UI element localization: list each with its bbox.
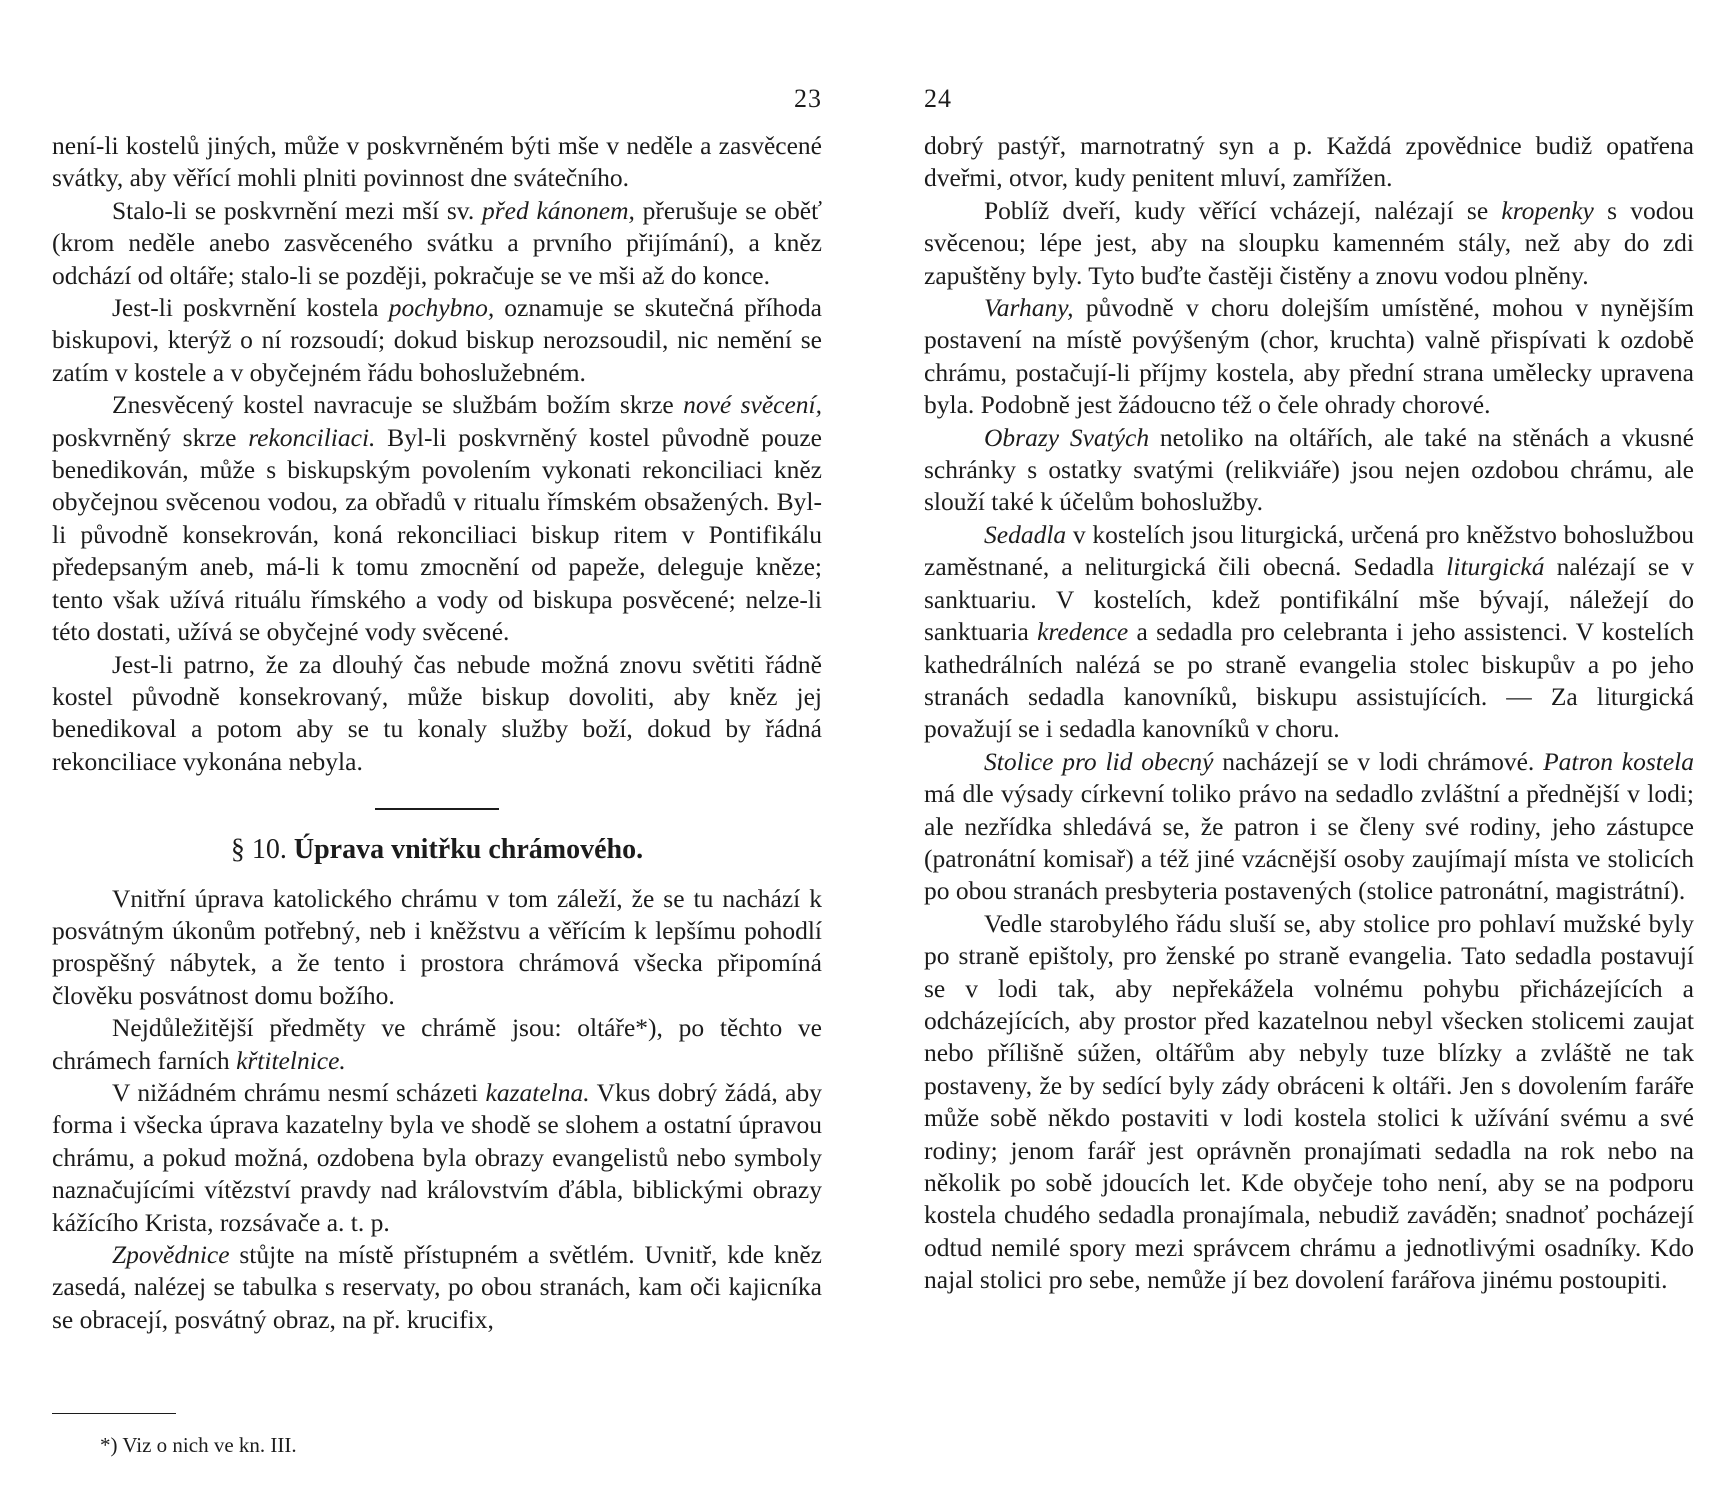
text-run: má dle výsady církevní toliko právo na sedadlo zvláštní a přednější v lodi; ale nezřídka shledává se, že patron i se členy své rodiny, jeho zástupce (patronátní komisař) a též jiné vzácnější osoby zaujímají místa ve stolicích po obou stranách presbyteria postavených (stolice patronátní, magistrátní).: [924, 779, 1694, 906]
section-title: Úprava vnitřku chrámového.: [293, 834, 644, 866]
italic-term: kropenky: [1501, 195, 1594, 225]
paragraph: Vedle starobylého řádu sluší se, aby stolice pro pohlaví mužské byly po straně epištoly, pro ženské po straně evangelia. Tato sedadla postavují se v lodi tak, aby nepřekážela volnému pohybu přicházejících a odcházejících, aby prostor před kazatelnou nebyl všecken stolicemi zaujat nebo přílišně súžen, oltářům aby nebyly tuze blízky a zvláště ne tak postaveny, že by sedící byly zády obráceni k oltáři. Jen s dovolením faráře může sobě někdo postaviti v lodi kostela stolici k užívání svému a své rodiny; jenom farář jest oprávněn pronajímati sedadla na rok nebo na několik po sobě jdoucích let. Kde obyčeje toho není, aby se na podporu kostela chudého sedadla pronajímala, nebudiž zaváděn; snadnoť pocházejí odtud nemilé spory mezi správcem chrámu a jednotlivými osadníky. Kdo najal stolici pro sebe, nemůže jí bez dovolení farářova jinému postoupiti.: [924, 908, 1694, 1295]
italic-term: kazatelna.: [485, 1077, 590, 1107]
italic-term: Obrazy Svatých: [984, 422, 1150, 452]
text-run: netoliko na oltářích, ale také na stěnách a vkusné schránky s ostatky svatými (relikviáře) jsou nejen ozdobou chrámu, ale slouží také k účelům bohoslužby.: [924, 422, 1694, 517]
text-run: Nejdůležitější předměty ve chrámě jsou: oltáře*), po těchto ve chrámech farních: [52, 1013, 822, 1075]
italic-term: Varhany,: [984, 293, 1074, 323]
italic-term: pochybno,: [388, 293, 495, 323]
paragraph: [52, 1239, 822, 1336]
text-run: Vkus dobrý žádá, aby forma i všecka úprava kazatelny byla ve shodě se slohem a ostatní úpravou chrámu, a pokud možná, ozdobena byla obrazy evangelistů nebo symboly naznačujícími vítězství pravdy nad královstvím ďábla, biblickými obrazy kážícího Krista, rozsávače a. t. p.: [52, 1077, 822, 1237]
text-run: původně v choru dolejším umístěné, mohou v nynějším postavení na místě povýšeným (chor, kruchta) valně přispívati k ozdobě chrámu, postačují-li příjmy kostela, aby přední strana umělecky upravena byla. Podobně jest žádoucno též o čele ohrady chorové.: [924, 293, 1694, 420]
italic-term: nové svěcení,: [683, 390, 822, 420]
text-run: nalézají se v sanktuariu. V kostelích, kdež pontifikální mše bývají, náležejí do sanktuaria: [924, 552, 1694, 647]
italic-term: před kánonem,: [481, 195, 635, 225]
italic-term: křtitelnice.: [236, 1045, 346, 1075]
paragraph: dobrý pastýř, marnotratný syn a p. Každá zpovědnice budiž opatřena dveřmi, otvor, kudy penitent mluví, zamřížen.: [924, 131, 1694, 193]
footnote-divider: [52, 1413, 176, 1414]
paragraph: [52, 1077, 822, 1239]
page-number: 23: [794, 84, 822, 113]
paragraph: [924, 422, 1694, 519]
page-body: [52, 130, 822, 1336]
italic-term: kredence: [1037, 617, 1129, 647]
paragraph: [924, 292, 1694, 422]
italic-term: liturgická: [1446, 552, 1545, 582]
text-run: oznamuje se skutečná příhoda biskupovi, kterýž o ní rozsoudí; dokud biskup nerozsoudil, nic nemění se zatím v kostele a v obyčejném řádu bohoslužebném.: [52, 293, 822, 387]
text-run: v kostelích jsou liturgická, určená pro kněžstvo bohoslužbou zaměstnané, a neliturgická čili obecná. Sedadla: [924, 519, 1694, 582]
text-run: a sedadla pro celebranta i jeho assistenci. V kostelích kathedrálních nalézá se po straně evangelia stolec biskupův a po jeho stranách sedadla kanovníků, biskupu assistujících. — Za liturgická považují se i sedadla kanovníků v choru.: [924, 617, 1694, 744]
text-run: nacházejí se v lodi chrámové.: [1213, 746, 1544, 776]
section-heading: [52, 834, 822, 866]
text-run: Jest-li poskvrnění kostela: [112, 293, 389, 323]
italic-term: Stolice pro lid obecný: [984, 746, 1214, 776]
paragraph: [924, 195, 1694, 292]
italic-term: rekonciliaci.: [248, 422, 376, 452]
paragraph: [52, 195, 822, 292]
text-run: Byl-li poskvrněný kostel původně pouze benedikován, může s biskupským povolením vykonati rekonciliaci kněz obyčejnou svěcenou vodou, za obřadů v ritualu římském obsažených. Byl-li původně konsekrován, koná rekonciliaci biskup ritem v Pontifikálu předepsaným aneb, má-li k tomu zmocnění od papeže, deleguje kněze; tento však užívá rituálu římského a vody od biskupa posvěcené; nelze-li této dostati, užívá se obyčejné vody svěcené.: [52, 422, 822, 647]
text-run: stůjte na místě přístupném a světlém. Uvnitř, kde kněz zasedá, nalézej se tabulka s reservaty, po obou stranách, kam oči kajicníka se obracejí, posvátný obraz, na př. krucifix,: [52, 1240, 822, 1334]
text-run: Stalo-li se poskvrnění mezi mší sv.: [112, 195, 482, 225]
text-run: V nižádném chrámu nesmí scházeti: [112, 1077, 486, 1107]
paragraph: není-li kostelů jiných, může v poskvrněném býti mše v neděle a zasvěcené svátky, aby věřící mohli plniti povinnost dne svátečního.: [52, 131, 822, 193]
text-run: Znesvěcený kostel navracuje se službám božím skrze: [112, 390, 684, 420]
text-run: poskvrněný skrze: [52, 422, 249, 452]
section-divider: [375, 808, 499, 810]
italic-term: Sedadla: [984, 519, 1067, 549]
text-run: s vodou svěcenou; lépe jest, aby na sloupku kamenném stály, než aby do zdi zapuštěny byly. Tyto buďte častěji čistěny a znovu vodou plněny.: [924, 195, 1694, 290]
paragraph: [52, 1012, 822, 1077]
paragraph: [924, 519, 1694, 746]
italic-term: Zpovědnice: [112, 1240, 230, 1269]
paragraph: [52, 389, 822, 648]
paragraph: [924, 746, 1694, 908]
text-run: přerušuje se oběť (krom neděle anebo zasvěceného svátku a prvního přijímání), a kněz odchází od oltáře; stalo-li se později, pokračuje se ve mši až do konce.: [52, 195, 823, 290]
footnote: *) Viz o nich ve kn. III.: [100, 1433, 297, 1457]
paragraph: Jest-li patrno, že za dlouhý čas nebude možná znovu světiti řádně kostel původně konsekrovaný, může biskup dovoliti, aby kněz jej benedikoval a potom aby se tu konaly služby boží, dokud by řádná rekonciliace vykonána nebyla.: [52, 649, 822, 776]
page-number: 24: [924, 84, 952, 113]
page-body: [924, 130, 1694, 1297]
paragraph: Vnitřní úprava katolického chrámu v tom záleží, že se tu nachází k posvátným úkonům potřebný, neb i kněžstvu a věřícím k lepšímu pohodlí prospěšný nábytek, a že tento i prostora chrámová všecka připomíná člověku posvátnost domu božího.: [52, 883, 822, 1010]
paragraph: [52, 292, 822, 389]
section-number: § 10.: [230, 834, 287, 866]
italic-term: Patron kostela: [1543, 746, 1694, 776]
text-run: Poblíž dveří, kudy věřící vcházejí, nalézají se: [984, 195, 1502, 225]
